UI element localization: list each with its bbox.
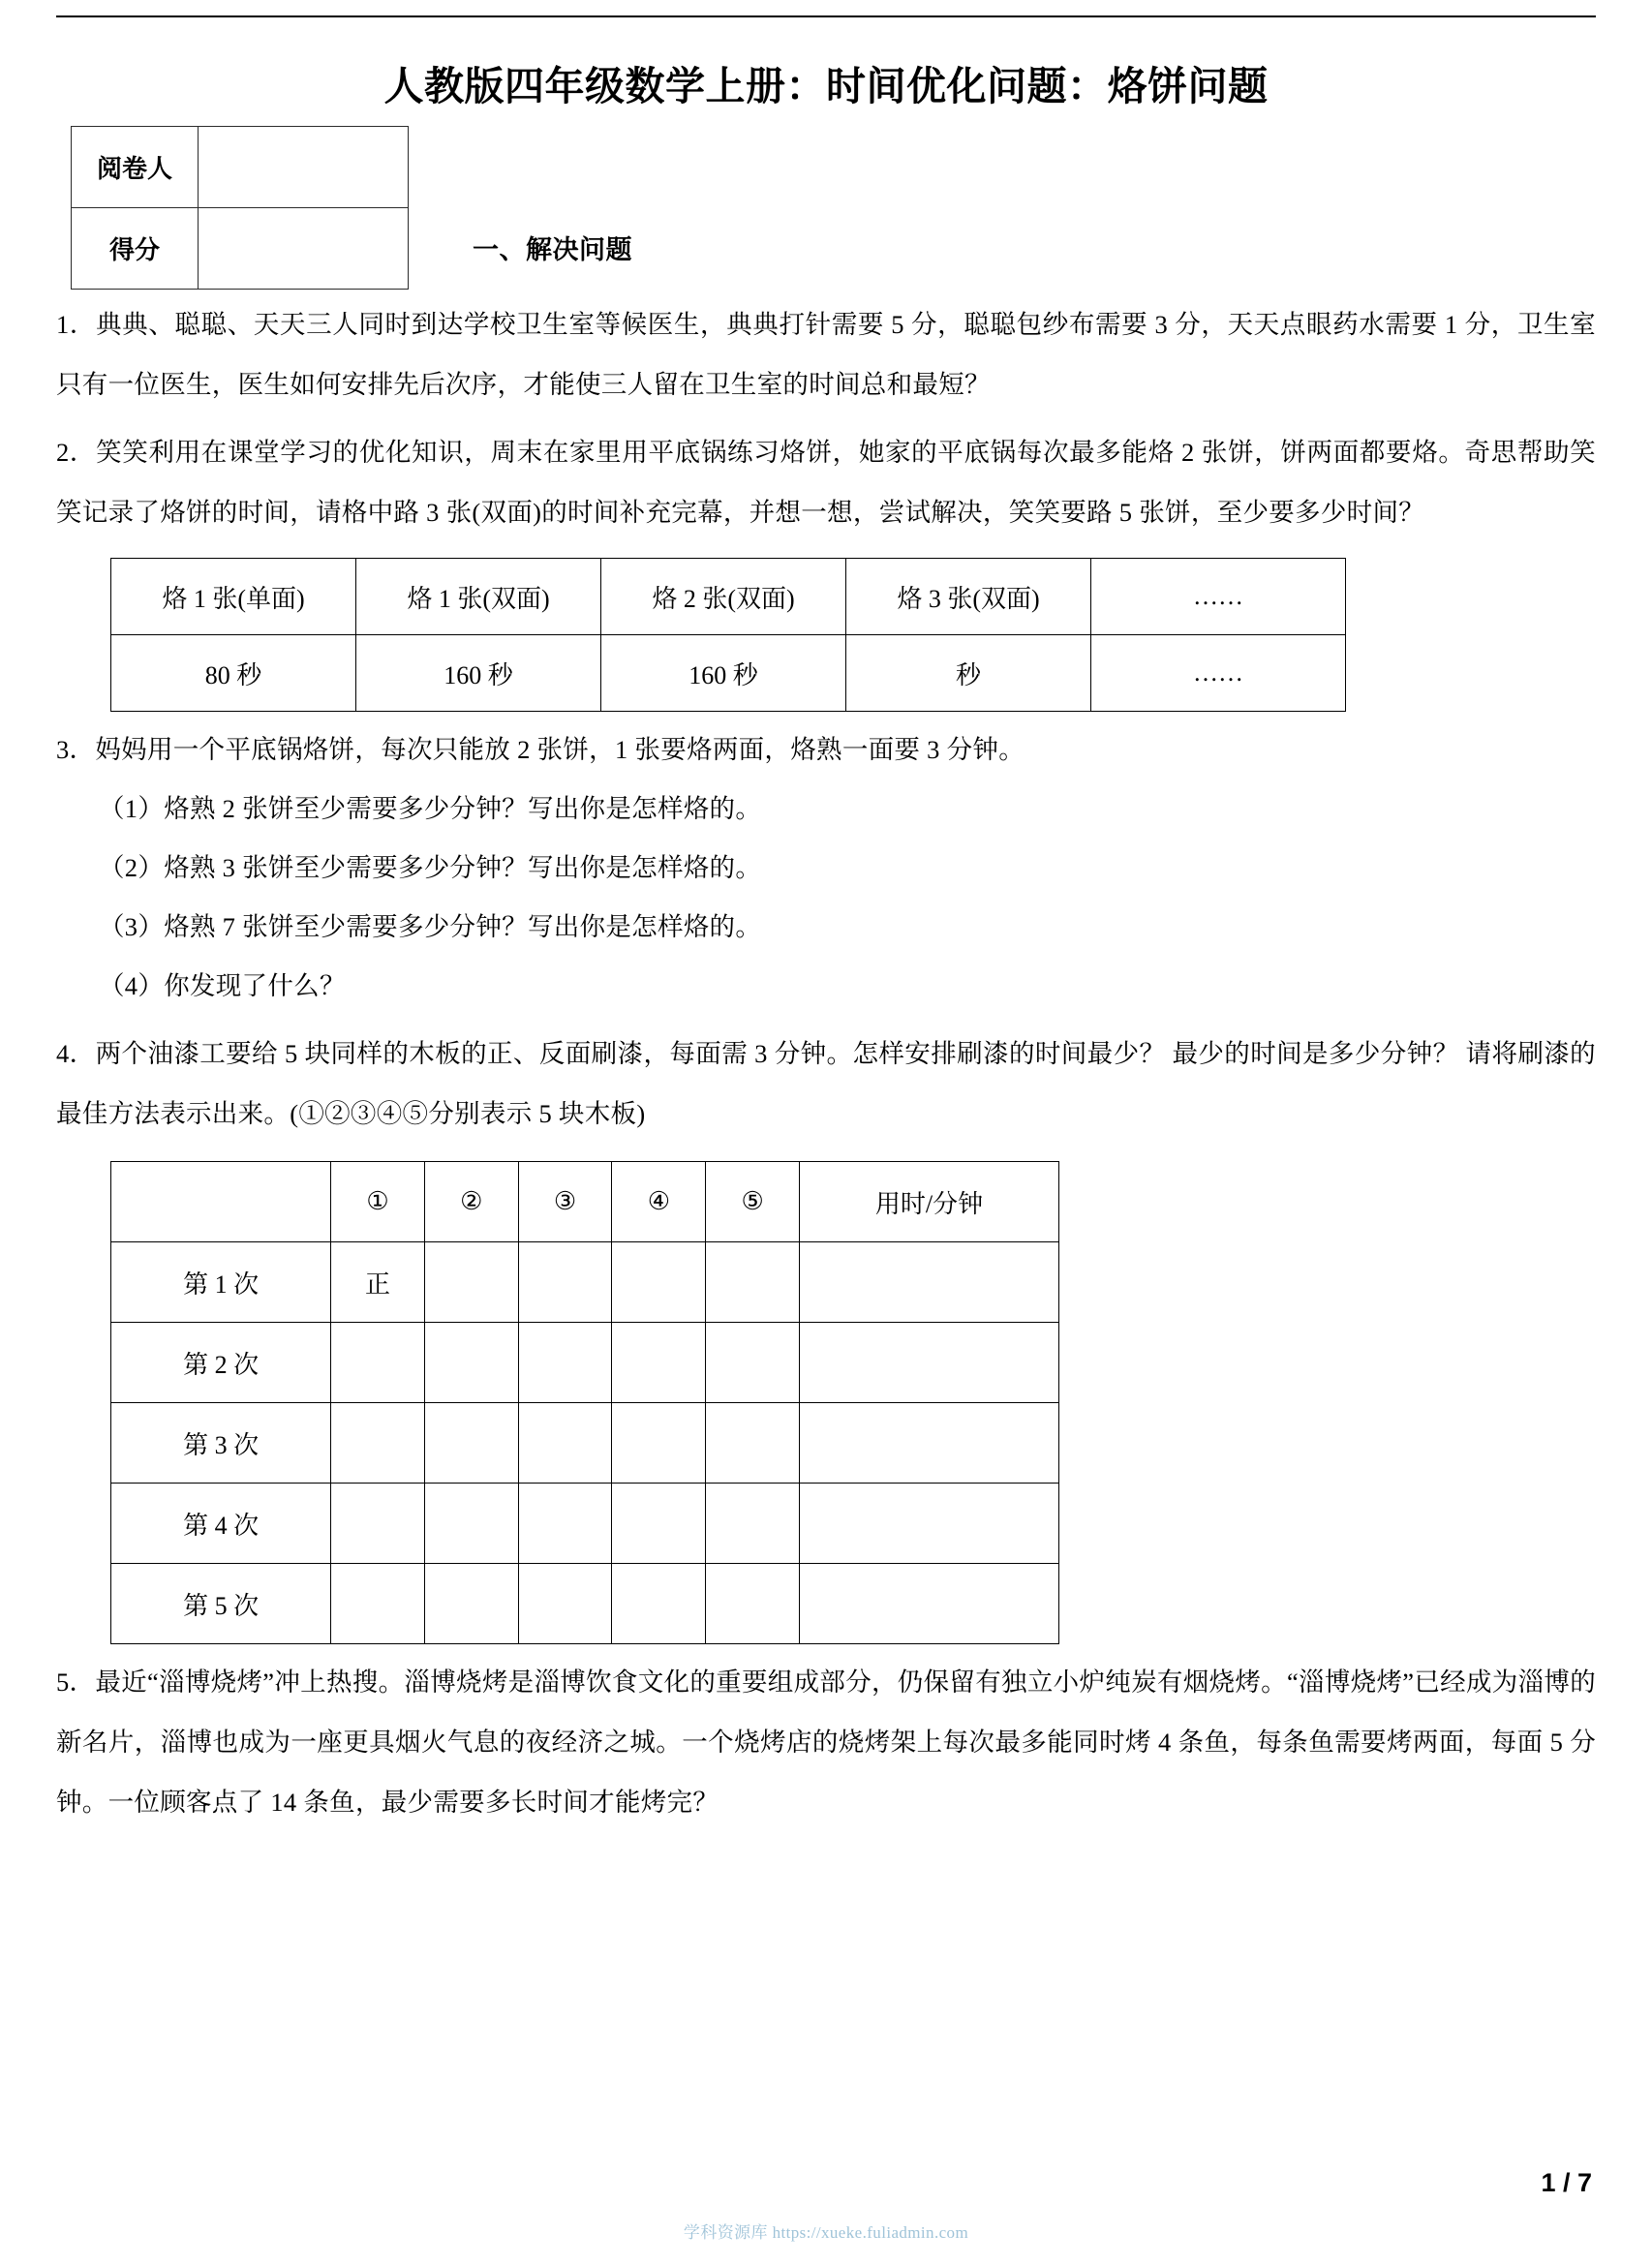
paint-header-duration: 用时/分钟 (800, 1162, 1059, 1242)
paint-cell-r5c2[interactable] (424, 1564, 518, 1644)
table-row (111, 1564, 1059, 1644)
paint-header-board-4: ④ (612, 1162, 706, 1242)
question-3-number: 3． (56, 735, 96, 764)
paint-cell-r2c3[interactable] (518, 1323, 612, 1403)
reviewer-label: 阅卷人 (72, 127, 199, 208)
table-row (111, 1162, 1059, 1242)
paint-cell-r3c3[interactable] (518, 1403, 612, 1484)
table-row (72, 208, 409, 290)
paint-row-label-2: 第 2 次 (111, 1323, 331, 1403)
paint-header-board-2: ② (424, 1162, 518, 1242)
question-1-text: 典典、聪聪、天天三人同时到达学校卫生室等候医生，典典打针需要 5 分，聪聪包纱布需要 3 分，天天点眼药水需要 1 分，卫生室只有一位医生，医生如何安排先后次序，才能使三人留在卫生室的时间总和最短？ (56, 310, 1596, 399)
table-row (111, 1403, 1059, 1484)
bake-value-4[interactable]: 秒 (846, 635, 1091, 712)
bake-time-table (110, 558, 1346, 712)
question-5-text: 最近“淄博烧烤”冲上热搜。淄博烧烤是淄博饮食文化的重要组成部分，仍保留有独立小炉纯炭有烟烧烤。“淄博烧烤”已经成为淄博的新名片，淄博也成为一座更具烟火气息的夜经济之城。一个烧烤店的烧烤架上每次最多能同时烤 4 条鱼，每条鱼需要烤两面，每面 5 分钟。一位顾客点了 14 条鱼，最少需要多长时间才能烤完？ (56, 1667, 1596, 1817)
paint-cell-r5c1[interactable] (331, 1564, 425, 1644)
paint-cell-r3c4[interactable] (612, 1403, 706, 1484)
question-5-number: 5． (56, 1667, 96, 1697)
bake-value-5: …… (1091, 635, 1346, 712)
question-2-number: 2． (56, 438, 97, 467)
watermark (0, 2218, 1652, 2243)
paint-cell-r3c2[interactable] (424, 1403, 518, 1484)
score-label: 得分 (72, 208, 199, 290)
question-4 (56, 1024, 1596, 1144)
question-4-number: 4． (56, 1039, 96, 1068)
bake-header-4: 烙 3 张(双面) (846, 559, 1091, 635)
paint-cell-r1c5[interactable] (706, 1242, 800, 1323)
paint-cell-r1c3[interactable] (518, 1242, 612, 1323)
paint-cell-r4-time[interactable] (800, 1484, 1059, 1564)
question-3-text: 妈妈用一个平底锅烙饼，每次只能放 2 张饼，1 张要烙两面，烙熟一面要 3 分钟。 (95, 735, 1025, 764)
question-1 (56, 294, 1596, 414)
grader-box-table (71, 126, 409, 290)
paint-cell-r4c2[interactable] (424, 1484, 518, 1564)
watermark-text: 学科资源库 https://xueke.fuliadmin.com (683, 2223, 969, 2242)
paint-cell-r2c4[interactable] (612, 1323, 706, 1403)
paint-cell-r2c2[interactable] (424, 1323, 518, 1403)
bake-header-5: …… (1091, 559, 1346, 635)
paint-cell-r4c3[interactable] (518, 1484, 612, 1564)
table-row (111, 1242, 1059, 1323)
page-content (56, 35, 1596, 1832)
paint-cell-r1c4[interactable] (612, 1242, 706, 1323)
question-2-text: 笑笑利用在课堂学习的优化知识，周末在家里用平底锅练习烙饼，她家的平底锅每次最多能烙 2 张饼，饼两面都要烙。奇思帮助笑笑记录了烙饼的时间，请格中路 3 张(双面)的时间补充完幕，并想一想，尝试解决，笑笑要路 5 张饼，至少要多少时间？ (56, 438, 1596, 527)
paint-row-label-5: 第 5 次 (111, 1564, 331, 1644)
table-row (111, 635, 1346, 712)
paint-cell-r5-time[interactable] (800, 1564, 1059, 1644)
paint-cell-r5c4[interactable] (612, 1564, 706, 1644)
bake-value-3: 160 秒 (601, 635, 846, 712)
grader-and-section-row (56, 126, 1596, 292)
paint-cell-r3c1[interactable] (331, 1403, 425, 1484)
paint-header-board-5: ⑤ (706, 1162, 800, 1242)
table-row (111, 1484, 1059, 1564)
bake-header-3: 烙 2 张(双面) (601, 559, 846, 635)
paint-cell-r4c5[interactable] (706, 1484, 800, 1564)
page-top-rule (56, 15, 1596, 17)
paint-cell-r5c3[interactable] (518, 1564, 612, 1644)
paint-cell-r4c1[interactable] (331, 1484, 425, 1564)
paint-cell-r1-time[interactable] (800, 1242, 1059, 1323)
paint-cell-r2c5[interactable] (706, 1323, 800, 1403)
bake-value-1: 80 秒 (111, 635, 356, 712)
paint-header-corner (111, 1162, 331, 1242)
page-title: 人教版四年级数学上册：时间优化问题：烙饼问题 (383, 64, 1269, 108)
question-2 (56, 422, 1596, 542)
paint-cell-r2-time[interactable] (800, 1323, 1059, 1403)
section-heading: 一、解决问题 (473, 235, 632, 264)
table-row (111, 559, 1346, 635)
bake-header-2: 烙 1 张(双面) (356, 559, 601, 635)
question-3-sub-3: （3）烙熟 7 张饼至少需要多少分钟？写出你是怎样烙的。 (99, 912, 762, 941)
reviewer-value-cell[interactable] (199, 127, 409, 208)
paint-row-label-4: 第 4 次 (111, 1484, 331, 1564)
paint-row-label-1: 第 1 次 (111, 1242, 331, 1323)
paint-cell-r4c4[interactable] (612, 1484, 706, 1564)
paint-cell-r3c5[interactable] (706, 1403, 800, 1484)
paint-cell-r5c5[interactable] (706, 1564, 800, 1644)
paint-cell-r3-time[interactable] (800, 1403, 1059, 1484)
paint-cell-r1c1[interactable]: 正 (331, 1242, 425, 1323)
table-row (111, 1323, 1059, 1403)
bake-value-2: 160 秒 (356, 635, 601, 712)
paint-header-board-3: ③ (518, 1162, 612, 1242)
paint-cell-r1c2[interactable] (424, 1242, 518, 1323)
table-row (72, 127, 409, 208)
paint-header-board-1: ① (331, 1162, 425, 1242)
question-3-sub-4: （4）你发现了什么？ (99, 971, 346, 1000)
question-5 (56, 1652, 1596, 1832)
question-3-sub-2: （2）烙熟 3 张饼至少需要多少分钟？写出你是怎样烙的。 (99, 853, 762, 882)
bake-header-1: 烙 1 张(单面) (111, 559, 356, 635)
question-3 (56, 719, 1596, 780)
paint-cell-r2c1[interactable] (331, 1323, 425, 1403)
question-4-text: 两个油漆工要给 5 块同样的木板的正、反面刷漆，每面需 3 分钟。怎样安排刷漆的时间最少？ 最少的时间是多少分钟？ 请将刷漆的最佳方法表示出来。(①②③④⑤分别表示 5 块木板) (56, 1039, 1596, 1128)
question-3-sub-1: （1）烙熟 2 张饼至少需要多少分钟？写出你是怎样烙的。 (99, 794, 762, 823)
score-value-cell[interactable] (199, 208, 409, 290)
paint-plan-table (110, 1161, 1059, 1644)
paint-row-label-3: 第 3 次 (111, 1403, 331, 1484)
question-1-number: 1． (56, 310, 97, 339)
page-number: 1 / 7 (1541, 2168, 1592, 2197)
